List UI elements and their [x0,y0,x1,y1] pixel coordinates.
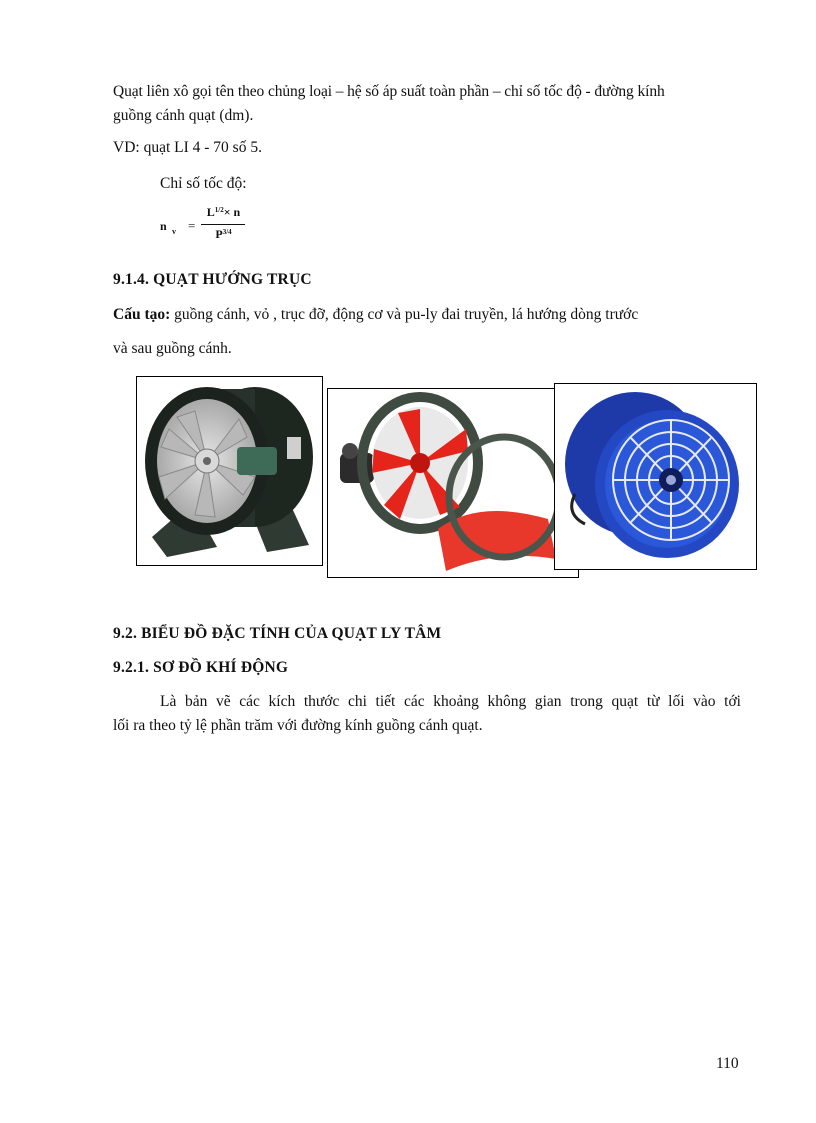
example-line: VD: quạt LI 4 - 70 số 5. [113,139,262,156]
formula-numerator: $L^{1/2}\times n$ [206,205,241,219]
axial-fan-photo-red [327,388,579,578]
body-para-line-1: Là bản vẽ các kích thước chi tiết các khoảng không gian trong quạt từ lối vào tới [160,693,741,710]
structure-label: Cấu tạo: [113,306,171,323]
formula-denominator: $P^{3/4}$ [215,227,232,241]
section-heading-92: 9.2. BIỂU ĐỒ ĐẶC TÍNH CỦA QUẠT LY TÂM [113,625,442,642]
intro-line-1: Quạt liên xô gọi tên theo chủng loại – hệ số áp suất toàn phần – chỉ số tốc độ - đường kính [113,83,665,100]
speed-index-label: Chỉ số tốc độ: [160,175,247,192]
axial-fan-photo-blue [554,383,757,570]
section-heading-921: 9.2.1. SƠ ĐỒ KHÍ ĐỘNG [113,659,289,676]
formula-lhs: n v [160,219,176,236]
body-para-line-2: lối ra theo tỷ lệ phần trăm với đường kính guồng cánh quạt. [113,717,483,734]
formula-lhs-sub: v [172,227,176,236]
structure-text: guồng cánh, vỏ , trục đỡ, động cơ và pu-ly đai truyền, lá hướng dòng trước [170,306,639,323]
fraction-bar [201,224,245,225]
structure-line-1 [113,306,638,324]
structure-line-2: và sau guồng cánh. [113,340,232,357]
intro-line-2: guồng cánh quạt (dm). [113,107,254,124]
page-number: 110 [716,1055,739,1072]
axial-fan-photo-dark [136,376,323,566]
intro-paragraph [113,80,741,128]
formula-equals: = [188,218,196,233]
speed-index-formula [160,205,270,245]
section-heading-914: 9.1.4. QUẠT HƯỚNG TRỤC [113,271,312,288]
